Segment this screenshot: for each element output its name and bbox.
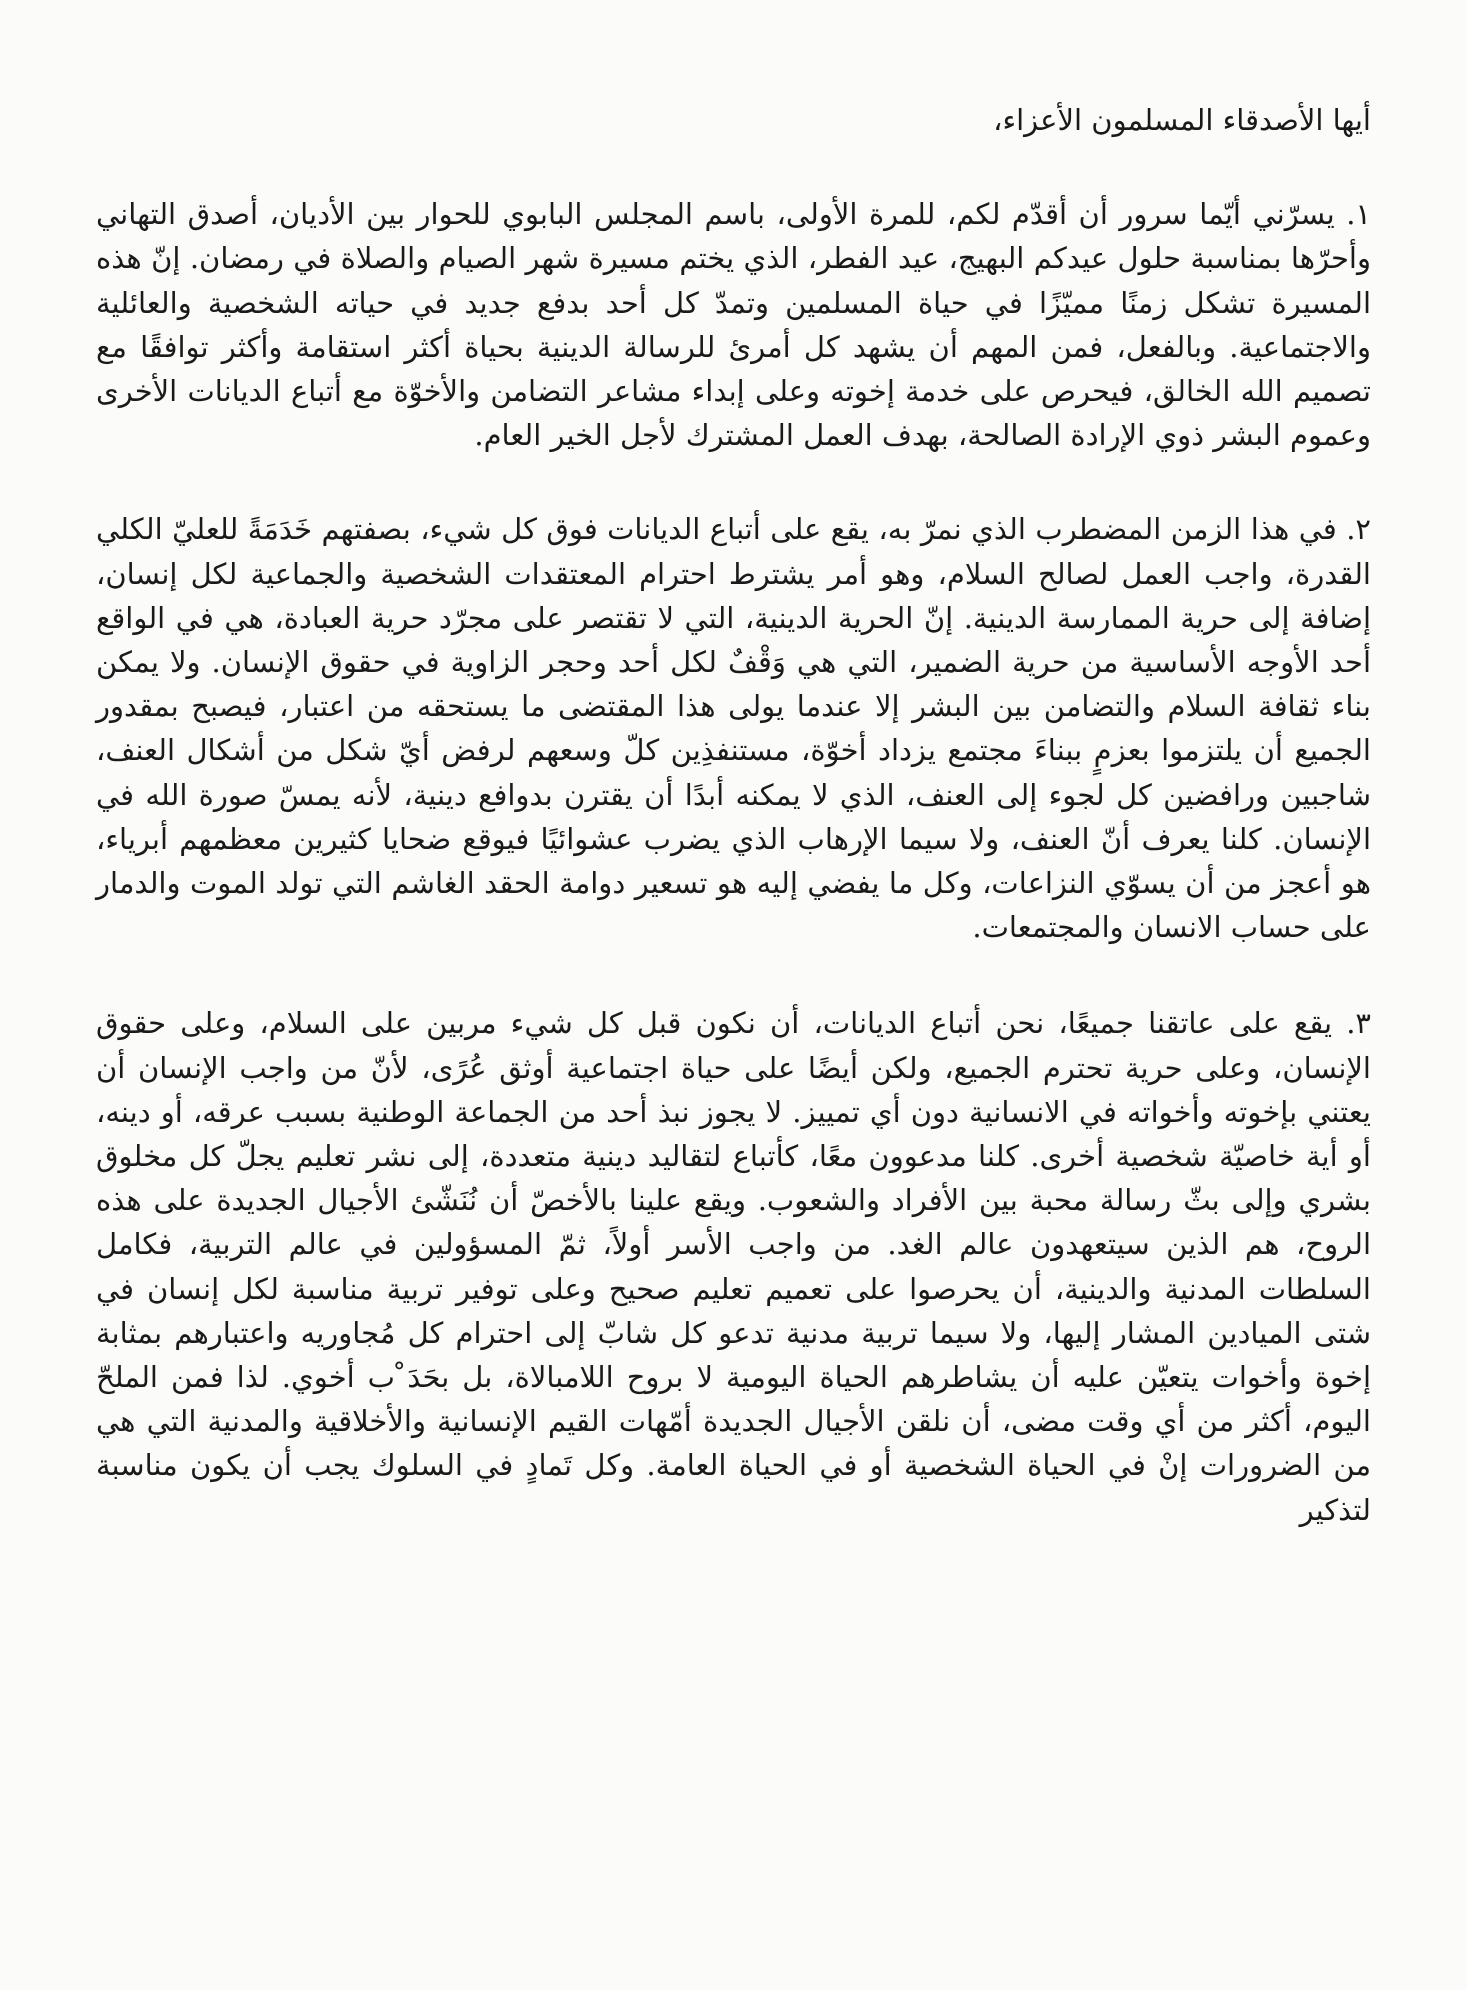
paragraph-2: ٢. في هذا الزمن المضطرب الذي نمرّ به، يقع على أتباع الديانات فوق كل شيء، بصفتهم خَدَمَةً للعليّ الكلي القدرة، واجب العمل لصالح السلام، وهو أمر يشترط احترام المعتقدات الشخصية والجماعية لكل إنسان، إضافة إلى حرية الممارسة الدينية. إنّ الحرية الدينية، التي لا تقتصر على مجرّد حرية العبادة، هي في الواقع أحد الأوجه الأساسية من حرية الضمير، التي هي وَقْفٌ لكل أحد وحجر الزاوية في حقوق الإنسان. ولا يمكن بناء ثقافة السلام والتضامن بين البشر إلا عندما يولى هذا المقتضى ما يستحقه من اعتبار، فيصبح بمقدور الجميع أن يلتزموا بعزمٍ ببناءَ مجتمع يزداد أخوّة، مستنفذِين كلّ وسعهم لرفض أيّ شكل من أشكال العنف، شاجبين ورافضين كل لجوء إلى العنف، الذي لا يمكنه أبدًا أن يقترن بدوافع دينية، لأنه يمسّ صورة الله في الإنسان. كلنا يعرف أنّ العنف، ولا سيما الإرهاب الذي يضرب عشوائيًا فيوقع ضحايا كثيرين معظمهم أبرياء، هو أعجز من أن يسوّي النزاعات، وكل ما يفضي إليه هو تسعير دوامة الحقد الغاشم التي تولد الموت والدمار على حساب الانسان والمجتمعات. — [96, 512, 1372, 945]
letter-body — [96, 98, 1371, 1532]
paragraph-3: ٣. يقع على عاتقنا جميعًا، نحن أتباع الديانات، أن نكون قبل كل شيء مربين على السلام، وعلى حقوق الإنسان، وعلى حرية تحترم الجميع، ولكن أيضًا على حياة اجتماعية أوثق عُرًى، لأنّ من واجب الإنسان أن يعتني بإخوته وأخواته في الانسانية دون أي تمييز. لا يجوز نبذ أحد من الجماعة الوطنية بسبب عرقه، أو دينه، أو أية خاصيّة شخصية أخرى. كلنا مدعوون معًا، كأتباع لتقاليد دينية متعددة، إلى نشر تعليم يجلّ كل مخلوق بشري وإلى بثّ رسالة محبة بين الأفراد والشعوب. ويقع علينا بالأخصّ أن نُنَشّئ الأجيال الجديدة على هذه الروح، هم الذين سيتعهدون عالم الغد. من واجب الأسر أولاً، ثمّ المسؤولين في عالم التربية، فكامل السلطات المدنية والدينية، أن يحرصوا على تعميم تعليم صحيح وعلى توفير تربية مناسبة لكل إنسان في شتى الميادين المشار إليها، ولا سيما تربية مدنية تدعو كل شابّ إلى احترام كل مُجاوريه واعتبارهم بمثابة إخوة وأخوات يتعيّن عليه أن يشاطرهم الحياة اليومية لا بروح اللامبالاة، بل بحَدَ ْب أخوي. لذا فمن الملحّ اليوم، أكثر من أي وقت مضى، أن نلقن الأجيال الجديدة أمّهات القيم الإنسانية والأخلاقية والمدنية التي هي من الضرورات إنْ في الحياة الشخصية أو في الحياة العامة. وكل تَمادٍ في السلوك يجب أن يكون مناسبة لتذكير — [96, 1006, 1372, 1527]
paragraph-1: ١. يسرّني أيّما سرور أن أقدّم لكم، للمرة الأولى، باسم المجلس البابوي للحوار بين الأديان، أصدق التهاني وأحرّها بمناسبة حلول عيدكم البهيج، عيد الفطر، الذي يختم مسيرة شهر الصيام والصلاة في رمضان. إنّ هذه المسيرة تشكل زمنًا مميّزًا في حياة المسلمين وتمدّ كل أحد بدفع جديد في حياته الشخصية والعائلية والاجتماعية. وبالفعل، فمن المهم أن يشهد كل أمرئ للرسالة الدينية بحياة أكثر استقامة وأكثر توافقًا مع تصميم الله الخالق، فيحرص على خدمة إخوته وعلى إبداء مشاعر التضامن والأخوّة مع أتباع الديانات الأخرى وعموم البشر ذوي الإرادة الصالحة، بهدف العمل المشترك لأجل الخير العام. — [96, 197, 1371, 453]
letter-greeting: أيها الأصدقاء المسلمون الأعزاء، — [993, 103, 1371, 137]
